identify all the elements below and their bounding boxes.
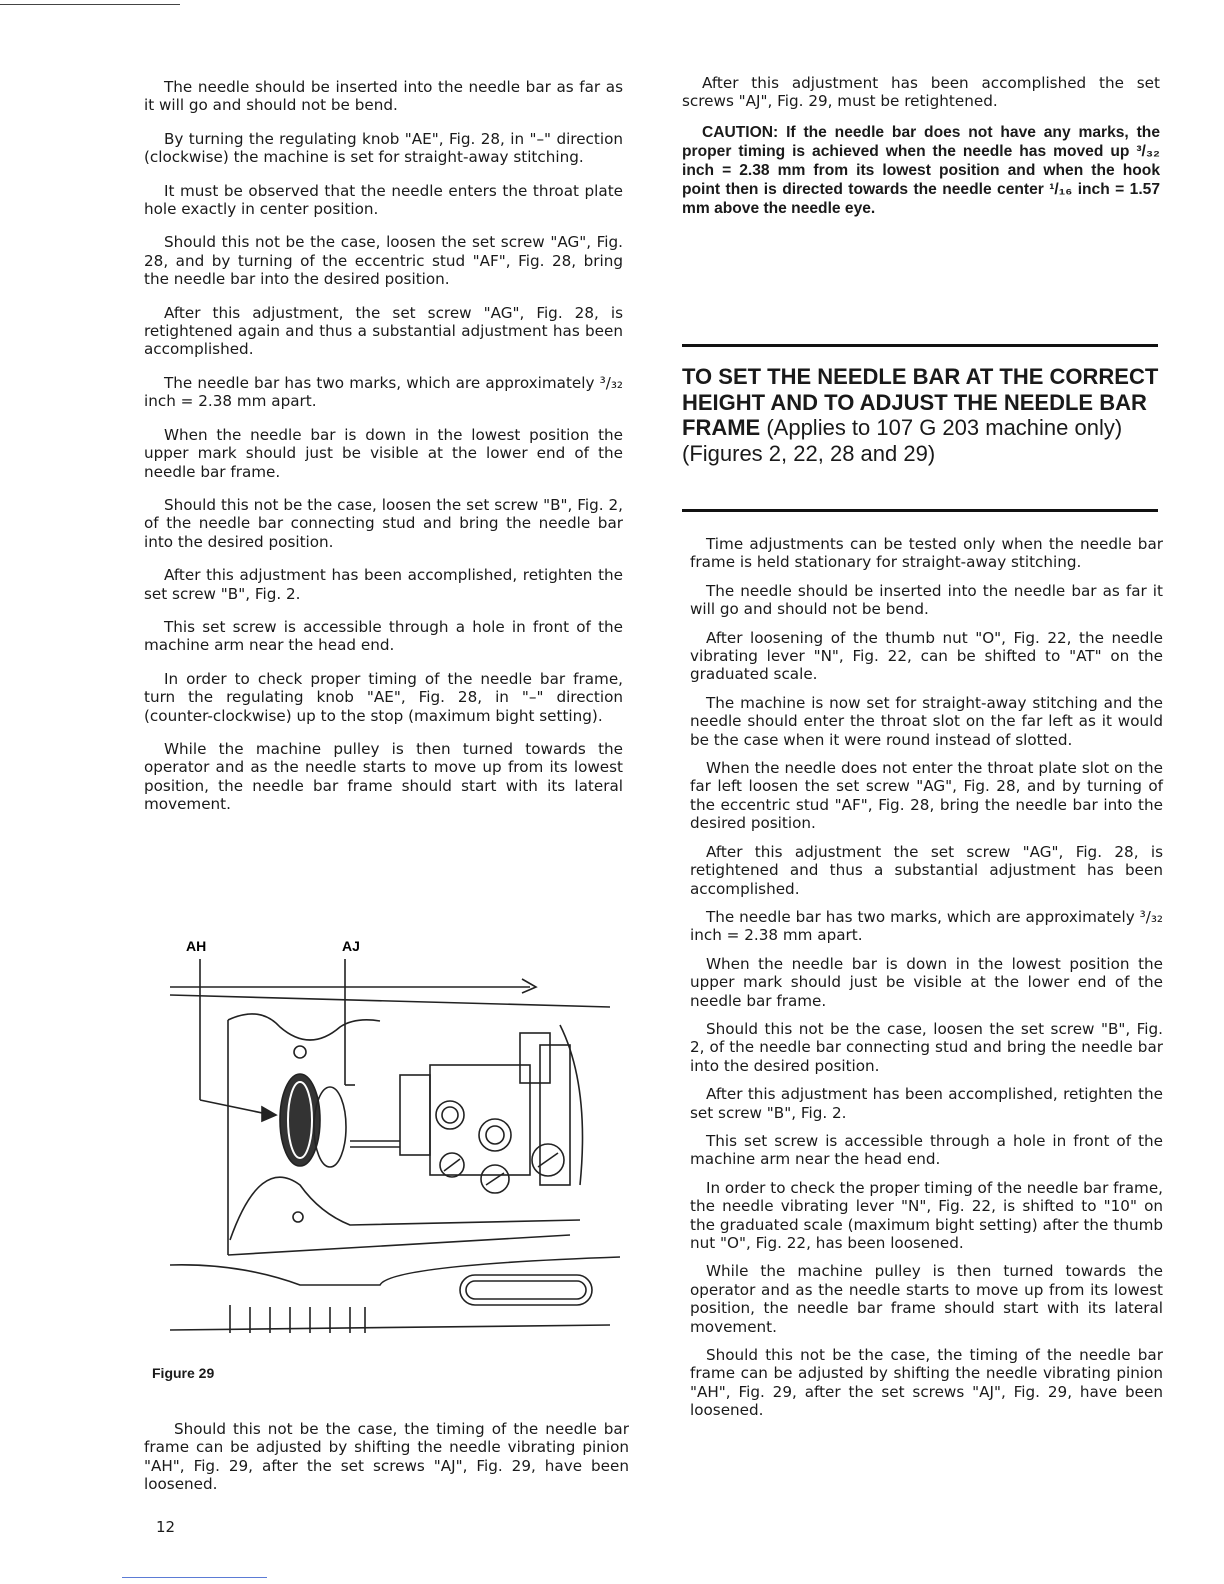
paragraph: While the machine pulley is then turned towards the operator and as the needle starts to move up from its lowest position, the needle bar frame should start with its lateral movement. xyxy=(144,739,623,814)
heading-applies: (Applies to 107 G 203 machine only) xyxy=(760,415,1123,440)
section-rule-top xyxy=(682,344,1158,347)
paragraph: This set screw is accessible through a hole in front of the machine arm near the head end. xyxy=(690,1131,1163,1169)
paragraph: This set screw is accessible through a hole in front of the machine arm near the head end. xyxy=(144,617,623,655)
paragraph: It must be observed that the needle enters the throat plate hole exactly in center position. xyxy=(144,181,623,219)
paragraph: When the needle bar is down in the lowest position the upper mark should just be visible at the lower end of the needle bar frame. xyxy=(144,425,623,481)
paragraph: The needle should be inserted into the needle bar as far it will go and should not be bend. xyxy=(690,581,1163,619)
paragraph: By turning the regulating knob "AE", Fig. 28, in "–" direction (clockwise) the machine is set for straight-away stitching. xyxy=(144,129,623,167)
caution-note: CAUTION: If the needle bar does not have any marks, the proper timing is achieved when the needle has moved up ³/₃₂ inch = 2.38 mm from its lowest position and when the hook point then is directed towards the needle center ¹/₁₆ inch = 1.57 mm above the needle eye. xyxy=(682,123,1160,217)
figure-label-aj: AJ xyxy=(342,938,360,954)
needle-bar-mechanism-figure xyxy=(150,935,630,1345)
right-top-section xyxy=(682,74,1160,230)
figure-caption: Figure 29 xyxy=(152,1365,215,1381)
paragraph: After this adjustment the set screw "AG", Fig. 28, is retightened and thus a substantial adjustment has been accomplished. xyxy=(690,842,1163,898)
paragraph: After this adjustment has been accomplished the set screws "AJ", Fig. 29, must be retightened. xyxy=(682,74,1160,111)
right-column xyxy=(690,535,1163,1430)
machine-drawing xyxy=(170,959,620,1333)
paragraph: After this adjustment has been accomplished, retighten the set screw "B", Fig. 2. xyxy=(144,566,623,603)
paragraph: The machine is now set for straight-away stitching and the needle should enter the throat slot on the far left as it would be the case when it were round instead of slotted. xyxy=(690,693,1163,749)
left-column xyxy=(144,78,623,829)
paragraph: Should this not be the case, loosen the set screw "B", Fig. 2, of the needle bar connecting stud and bring the needle bar into the desired position. xyxy=(690,1019,1163,1075)
paragraph: Should this not be the case, the timing of the needle bar frame can be adjusted by shifting the needle vibrating pinion "AH", Fig. 29, after the set screws "AJ", Fig. 29, have been loosened. xyxy=(690,1346,1163,1420)
figure-label-ah: AH xyxy=(186,938,207,954)
paragraph: Time adjustments can be tested only when the needle bar frame is held stationary for straight-away stitching. xyxy=(690,535,1163,572)
paragraph: While the machine pulley is then turned towards the operator and as the needle starts to move up from its lowest position, the needle bar frame should start with its lateral movement. xyxy=(690,1262,1163,1336)
heading-bold: TO SET THE NEEDLE BAR AT THE CORRECT HEIGHT AND TO ADJUST THE NEEDLE BAR FRAME xyxy=(682,364,1159,440)
left-bottom-text xyxy=(144,1420,629,1494)
scan-edge-line xyxy=(122,1577,267,1578)
paragraph: In order to check the proper timing of the needle bar frame, the needle vibrating lever "N", Fig. 22, is shifted to "10" on the graduated scale (maximum bight setting) after the thumb nut "O", Fig. 22, has been loosened. xyxy=(690,1178,1164,1252)
paragraph: When the needle bar is down in the lowest position the upper mark should just be visible at the lower end of the needle bar frame. xyxy=(690,954,1163,1010)
paragraph: Should this not be the case, loosen the set screw "B", Fig. 2, of the needle bar connecting stud and bring the needle bar into the desired position. xyxy=(144,495,623,551)
paragraph: The needle should be inserted into the needle bar as far as it will go and should not be bend. xyxy=(144,78,623,115)
page-number: 12 xyxy=(156,1518,176,1536)
section-rule-bottom xyxy=(682,509,1158,512)
paragraph: When the needle does not enter the throat plate slot on the far left loosen the set screw "AG", Fig. 28, and by turning of the eccentric stud "AF", Fig. 28, bring the needle bar into the desired position. xyxy=(690,759,1163,833)
paragraph: The needle bar has two marks, which are approximately ³/₃₂ inch = 2.38 mm apart. xyxy=(144,373,623,411)
paragraph: After loosening of the thumb nut "O", Fig. 22, the needle vibrating lever "N", Fig. 22, can be shifted to "AT" on the graduated scale. xyxy=(690,628,1163,684)
heading-figures: (Figures 2, 22, 28 and 29) xyxy=(682,440,936,466)
paragraph: Should this not be the case, the timing of the needle bar frame can be adjusted by shifting the needle vibrating pinion "AH", Fig. 29, after the set screws "AJ", Fig. 29, have been loosened. xyxy=(144,1420,629,1494)
section-heading xyxy=(682,364,1160,466)
paragraph: In order to check proper timing of the needle bar frame, turn the regulating knob "AE", Fig. 28, in "–" direction (counter-clockwise) up to the stop (maximum bight setting). xyxy=(144,669,623,725)
scan-edge-line xyxy=(0,4,180,5)
paragraph: After this adjustment, the set screw "AG", Fig. 28, is retightened again and thus a substantial adjustment has been accomplished. xyxy=(144,303,623,359)
paragraph: After this adjustment has been accomplished, retighten the set screw "B", Fig. 2. xyxy=(690,1085,1163,1122)
paragraph: The needle bar has two marks, which are approximately ³/₃₂ inch = 2.38 mm apart. xyxy=(690,907,1163,945)
paragraph: Should this not be the case, loosen the set screw "AG", Fig. 28, and by turning of the eccentric stud "AF", Fig. 28, bring the needle bar into the desired position. xyxy=(144,233,623,289)
